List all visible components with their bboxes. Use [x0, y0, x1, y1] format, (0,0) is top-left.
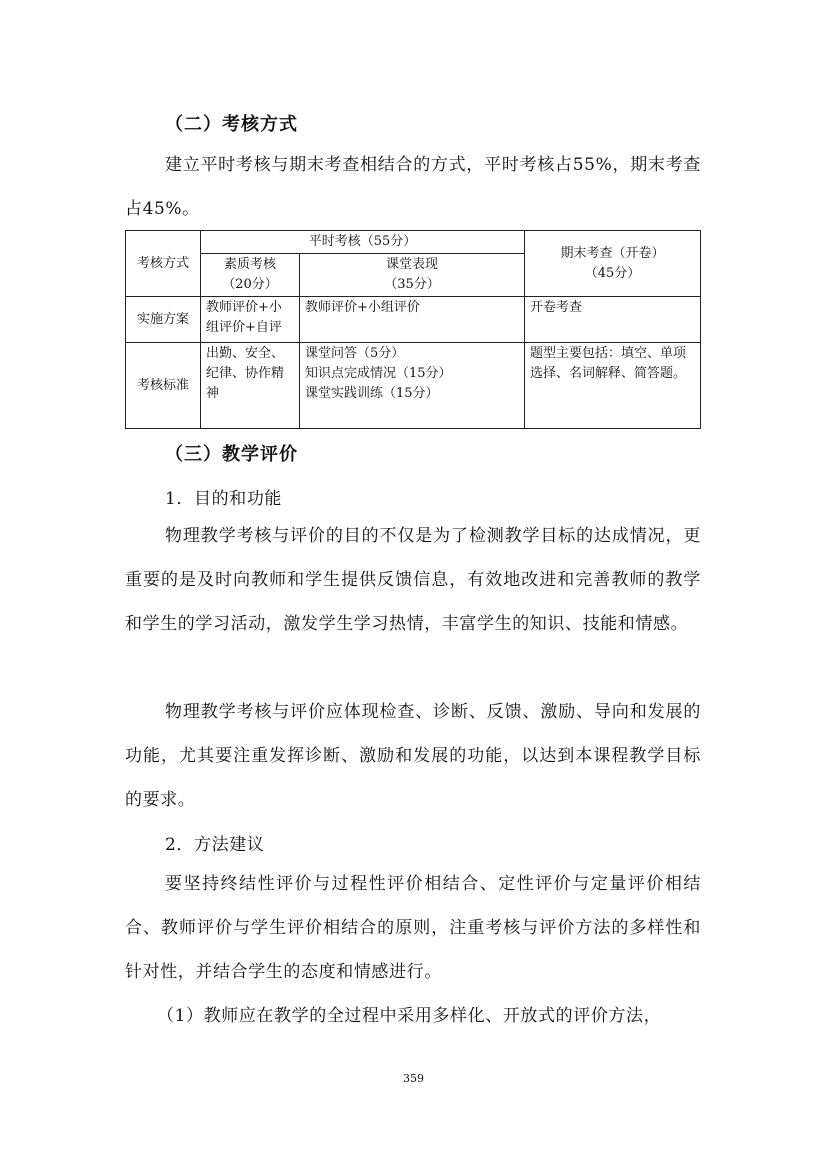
class-performance-header	[300, 254, 525, 297]
class-performance-score: （35分）	[384, 277, 440, 292]
method-paragraph: 要坚持终结性评价与过程性评价相结合、定性评价与定量评价相结合、教师评价与学生评价相结合的原则，注重考核与评价方法的多样性和针对性，并结合学生的态度和情感进行。	[125, 874, 701, 982]
standard-class-cell	[300, 343, 525, 429]
final-exam-header	[525, 231, 701, 297]
section-heading-assessment-method: （二）考核方式	[165, 114, 298, 135]
method-item-1-paragraph: （1）教师应在教学的全过程中采用多样化、开放式的评价方法，	[157, 1006, 662, 1026]
class-performance-title: 课堂表现	[386, 257, 439, 272]
function-paragraph: 物理教学考核与评价应体现检查、诊断、反馈、激励、导向和发展的功能，尤其要注重发挥诊断、激励和发展的功能，以达到本课程教学目标的要求。	[125, 702, 701, 810]
final-exam-header-score: （45分）	[584, 265, 641, 281]
quality-assessment-score: （20分）	[222, 277, 278, 292]
row-header-implementation-plan: 实施方案	[126, 297, 201, 343]
plan-final-cell: 开卷考查	[525, 297, 701, 343]
standard-class-item: 课堂问答（5分）	[305, 346, 405, 361]
standard-quality-cell: 出勤、安全、纪律、协作精神	[201, 343, 300, 429]
quality-assessment-header	[201, 254, 300, 297]
row-header-assessment-method: 考核方式	[126, 231, 201, 297]
quality-assessment-title: 素质考核	[223, 257, 276, 272]
daily-assessment-header: 平时考核（55分）	[201, 231, 525, 254]
page-number: 359	[403, 1072, 424, 1085]
standard-final-cell: 题型主要包括：填空、单项选择、名词解释、简答题。	[525, 343, 701, 429]
standard-class-item: 课堂实践训练（15分）	[305, 386, 439, 401]
assessment-intro-paragraph: 建立平时考核与期末考查相结合的方式，平时考核占55%，期末考查占45%。	[125, 155, 701, 219]
subheading-method-suggestions: 2．方法建议	[165, 835, 265, 855]
subheading-purpose-function: 1．目的和功能	[165, 489, 283, 509]
plan-class-cell: 教师评价+小组评价	[300, 297, 525, 343]
row-header-assessment-standard: 考核标准	[126, 343, 201, 429]
section-heading-teaching-evaluation: （三）教学评价	[165, 444, 298, 465]
standard-class-item: 知识点完成情况（15分）	[305, 366, 452, 381]
assessment-table	[125, 230, 701, 429]
plan-quality-cell: 教师评价+小组评价+自评	[201, 297, 300, 343]
purpose-paragraph: 物理教学考核与评价的目的不仅是为了检测教学目标的达成情况，更重要的是及时向教师和学生提供反馈信息，有效地改进和完善教师的教学和学生的学习活动，激发学生学习热情，丰富学生的知识、技能和情感。	[125, 526, 701, 634]
final-exam-header-title: 期末考查（开卷）	[560, 245, 665, 261]
